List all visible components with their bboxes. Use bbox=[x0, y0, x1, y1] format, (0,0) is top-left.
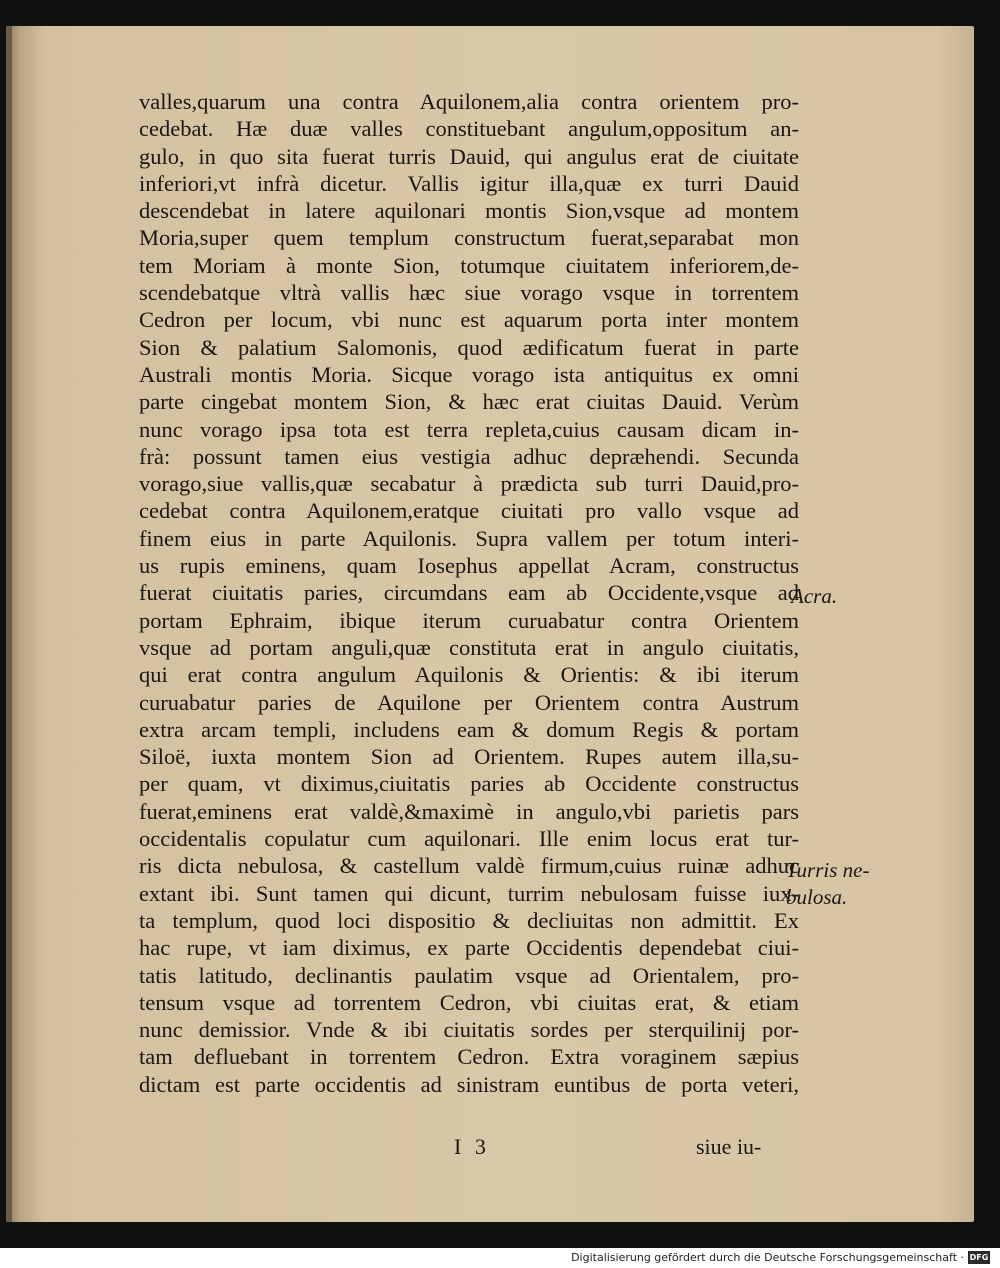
text-line: Moria,super quem templum constructum fuerat,separabat mon bbox=[139, 225, 799, 251]
text-line: frà: possunt tamen eius vestigia adhuc depræhendi. Secunda bbox=[139, 443, 799, 469]
text-line: vorago,siue vallis,quæ secabatur à prædicta sub turri Dauid,pro- bbox=[139, 471, 799, 497]
text-line: extra arcam templi, includens eam & domum Regis & portam bbox=[139, 716, 799, 742]
dfg-logo-icon: DFG bbox=[969, 1253, 989, 1262]
margin-note-line: bulosa. bbox=[786, 885, 848, 909]
digitization-credit: Digitalisierung gefördert durch die Deutsche Forschungsgemeinschaft · bbox=[571, 1251, 964, 1264]
text-line: extant ibi. Sunt tamen qui dicunt, turrim nebulosam fuisse iux- bbox=[139, 880, 799, 906]
text-line: cedebat contra Aquilonem,eratque ciuitati pro vallo vsque ad bbox=[139, 498, 799, 524]
text-line: hac rupe, vt iam diximus, ex parte Occidentis dependebat ciui- bbox=[139, 935, 799, 961]
text-line: cedebat. Hæ duæ valles constituebant angulum,oppositum an- bbox=[139, 116, 799, 142]
text-line: Cedron per locum, vbi nunc est aquarum porta inter montem bbox=[139, 307, 799, 333]
text-line: finem eius in parte Aquilonis. Supra vallem per totum interi- bbox=[139, 525, 799, 551]
text-line: nunc vorago ipsa tota est terra repleta,cuius causam dicam in- bbox=[139, 416, 799, 442]
text-line: occidentalis copulatur cum aquilonari. Ille enim locus erat tur- bbox=[139, 826, 799, 852]
text-line: parte cingebat montem Sion, & hæc erat ciuitas Dauid. Verùm bbox=[139, 389, 799, 415]
text-line: ris dicta nebulosa, & castellum valdè firmum,cuius ruinæ adhuc bbox=[139, 853, 799, 879]
text-line: descendebat in latere aquilonari montis Sion,vsque ad montem bbox=[139, 198, 799, 224]
text-line: qui erat contra angulum Aquilonis & Orientis: & ibi iterum bbox=[139, 662, 799, 688]
text-line: fuerat,eminens erat valdè,&maximè in angulo,vbi parietis pars bbox=[139, 798, 799, 824]
text-line: inferiori,vt infrà dicetur. Vallis igitur illa,quæ ex turri Dauid bbox=[139, 170, 799, 196]
book-page bbox=[6, 26, 974, 1222]
text-line: gulo, in quo sita fuerat turris Dauid, qui angulus erat de ciuitate bbox=[139, 143, 799, 169]
text-line: ta templum, quod loci dispositio & decliuitas non admittit. Ex bbox=[139, 907, 799, 933]
text-line: tem Moriam à monte Sion, totumque ciuitatem inferiorem,de- bbox=[139, 252, 799, 278]
text-line: scendebatque vltrà vallis hæc siue vorago vsque in torrentem bbox=[139, 280, 799, 306]
text-line: valles,quarum una contra Aquilonem,alia contra orientem pro- bbox=[139, 89, 799, 114]
body-text bbox=[139, 88, 799, 1098]
text-line: tam defluebant in torrentem Cedron. Extra voraginem sæpius bbox=[139, 1044, 799, 1070]
catchword: siue iu- bbox=[696, 1134, 762, 1159]
margin-note-acra: Acra. bbox=[791, 584, 838, 608]
text-line: vsque ad portam anguli,quæ constituta erat in angulo ciuitatis, bbox=[139, 634, 799, 660]
folio-signature: I 3 bbox=[454, 1134, 490, 1159]
text-line: fuerat ciuitatis paries, circumdans eam ab Occidente,vsque ad bbox=[139, 580, 799, 606]
text-line: per quam, vt diximus,ciuitatis paries ab Occidente constructus bbox=[139, 771, 799, 797]
text-line: tatis latitudo, declinantis paulatim vsque ad Orientalem, pro- bbox=[139, 962, 799, 988]
text-line: Siloë, iuxta montem Sion ad Orientem. Rupes autem illa,su- bbox=[139, 744, 799, 770]
margin-note-line: Turris ne- bbox=[786, 858, 870, 882]
text-line: us rupis eminens, quam Iosephus appellat Acram, constructus bbox=[139, 553, 799, 579]
text-line: Australi montis Moria. Sicque vorago ista antiquitus ex omni bbox=[139, 361, 799, 387]
text-line: curuabatur paries de Aquilone per Orientem contra Austrum bbox=[139, 689, 799, 715]
text-line: dictam est parte occidentis ad sinistram euntibus de porta veteri, bbox=[139, 1071, 799, 1097]
text-line: Sion & palatium Salomonis, quod ædificatum fuerat in parte bbox=[139, 334, 799, 360]
text-line: portam Ephraim, ibique iterum curuabatur contra Orientem bbox=[139, 607, 799, 633]
text-line: tensum vsque ad torrentem Cedron, vbi ciuitas erat, & etiam bbox=[139, 989, 799, 1015]
margin-note-turris-nebulosa bbox=[786, 857, 869, 911]
text-line: nunc demissior. Vnde & ibi ciuitatis sordes per sterquilinij por- bbox=[139, 1017, 799, 1043]
